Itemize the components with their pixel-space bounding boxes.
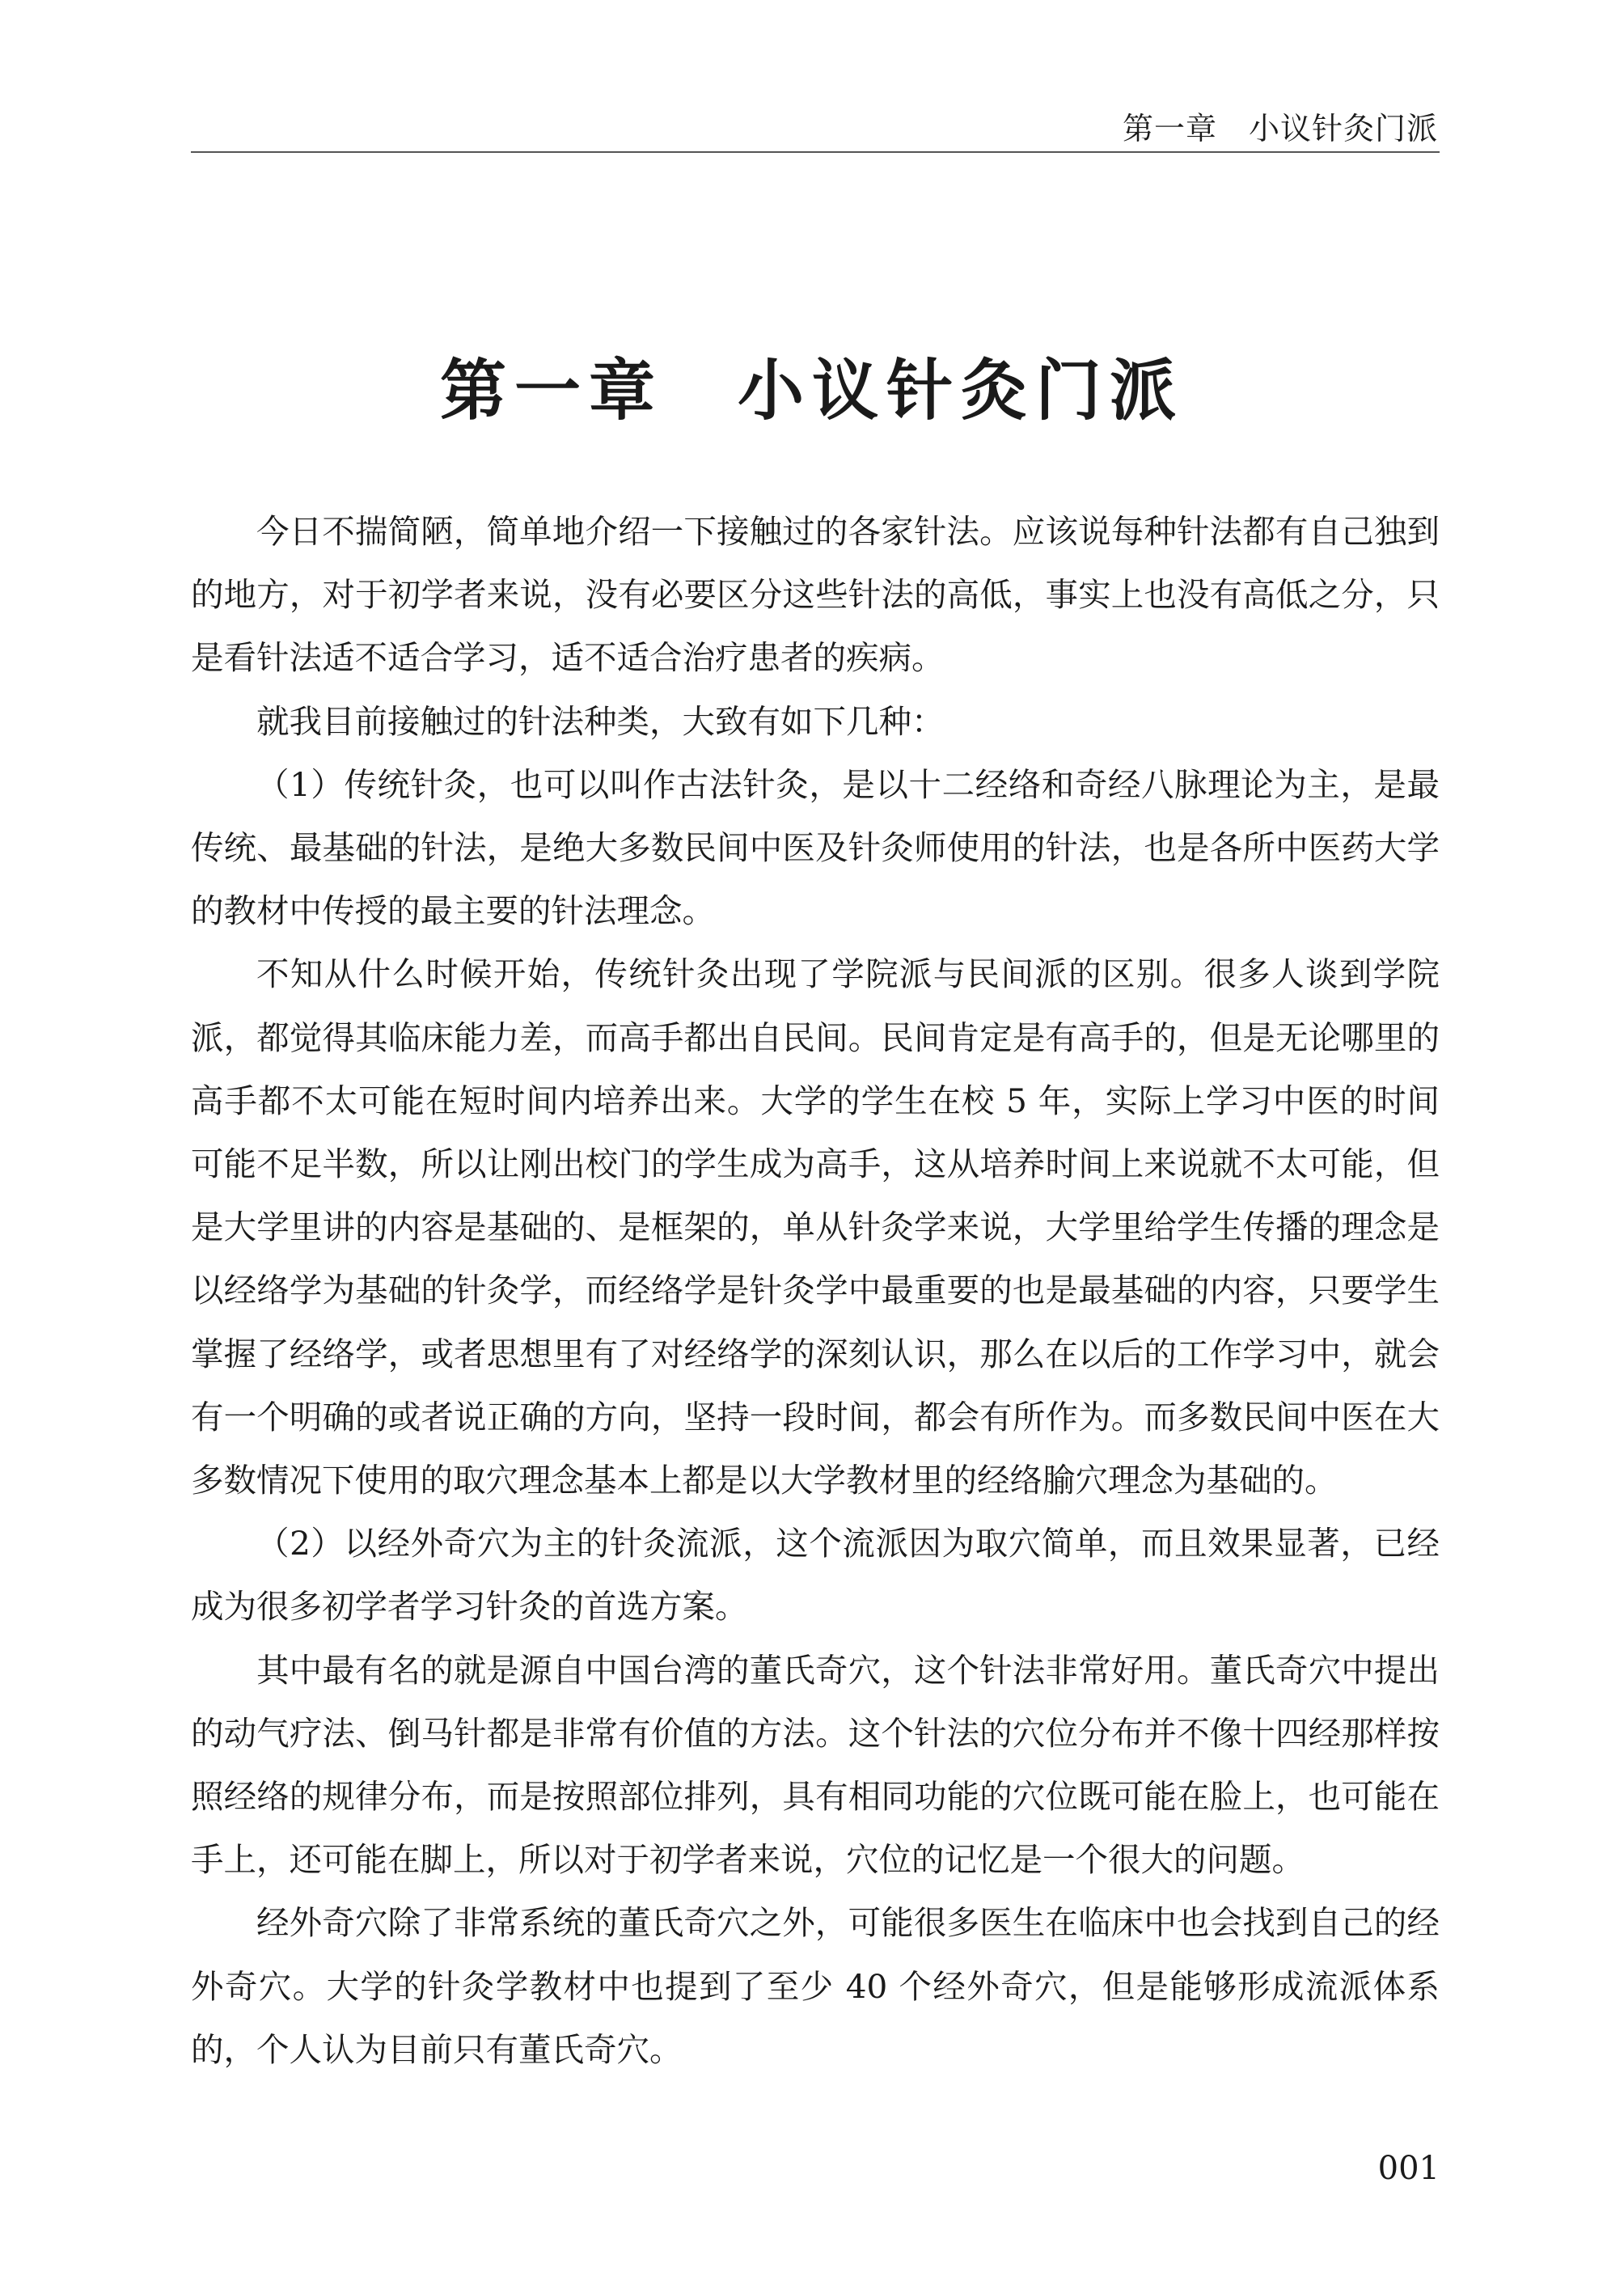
paragraph: 今日不揣简陋，简单地介绍一下接触过的各家针法。应该说每种针法都有自己独到的地方，对于初学者来说，没有必要区分这些针法的高低，事实上也没有高低之分，只是看针法适不适合学习，适不适合治疗患者的疾病。 — [191, 512, 1440, 678]
header-rule — [191, 151, 1440, 153]
paragraph: 其中最有名的就是源自中国台湾的董氏奇穴，这个针法非常好用。董氏奇穴中提出的动气疗法、倒马针都是非常有价值的方法。这个针法的穴位分布并不像十四经那样按照经络的规律分布，而是按照部位排列，具有相同功能的穴位既可能在脸上，也可能在手上，还可能在脚上，所以对于初学者来说，穴位的记忆是一个很大的问题。 — [191, 1650, 1440, 1880]
paragraph: 不知从什么时候开始，传统针灸出现了学院派与民间派的区别。很多人谈到学院派，都觉得其临床能力差，而高手都出自民间。民间肯定是有高手的，但是无论哪里的高手都不太可能在短时间内培养出来。大学的学生在校 5 年，实际上学习中医的时间可能不足半数，所以让刚出校门的学生成为高手，这从培养时间上来说就不太可能，但是大学里讲的内容是基础的、是框架的，单从针灸学来说，大学里给学生传播的理念是以经络学为基础的针灸学，而经络学是针灸学中最重要的也是最基础的内容，只要学生掌握了经络学，或者思想里有了对经络学的深刻认识，那么在以后的工作学习中，就会有一个明确的或者说正确的方向，坚持一段时间，都会有所作为。而多数民间中医在大多数情况下使用的取穴理念基本上都是以大学教材里的经络腧穴理念为基础的。 — [191, 954, 1440, 1500]
page-number: 001 — [1377, 2150, 1440, 2187]
paragraph: 就我目前接触过的针法种类，大致有如下几种： — [256, 701, 945, 741]
paragraph: （1）传统针灸，也可以叫作古法针灸，是以十二经络和奇经八脉理论为主，是最传统、最基础的针法，是绝大多数民间中医及针灸师使用的针法，也是各所中医药大学的教材中传授的最主要的针法理念。 — [191, 764, 1440, 931]
paragraph: 经外奇穴除了非常系统的董氏奇穴之外，可能很多医生在临床中也会找到自己的经外奇穴。大学的针灸学教材中也提到了至少 40 个经外奇穴，但是能够形成流派体系的，个人认为目前只有董氏奇穴。 — [191, 1903, 1440, 2069]
chapter-title: 第一章 小议针灸门派 — [439, 353, 1184, 429]
running-header: 第一章 小议针灸门派 — [1122, 111, 1438, 146]
paragraph: （2）以经外奇穴为主的针灸流派，这个流派因为取穴简单，而且效果显著，已经成为很多初学者学习针灸的首选方案。 — [191, 1524, 1440, 1627]
body-text — [191, 500, 1440, 2081]
